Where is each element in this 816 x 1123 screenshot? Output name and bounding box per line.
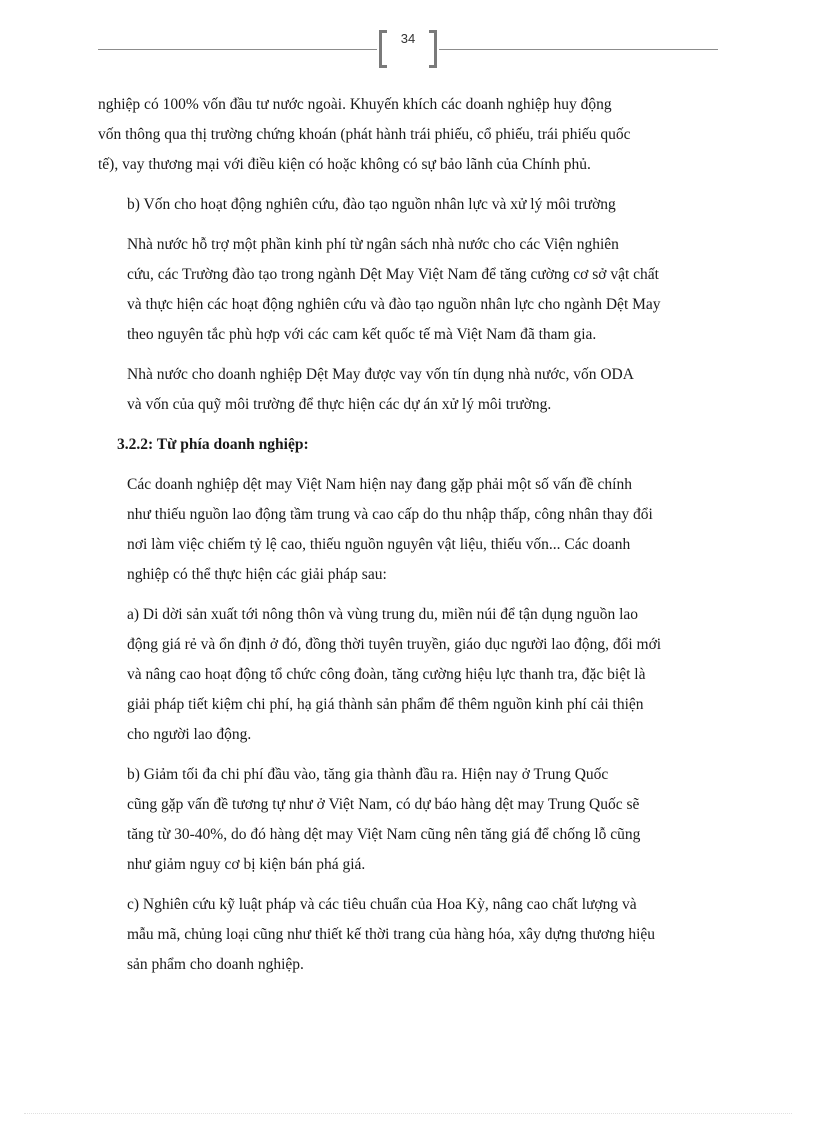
text-line: nghiệp có 100% vốn đầu tư nước ngoài. Khuyến khích các doanh nghiệp huy động <box>98 96 612 113</box>
paragraph-continuation <box>98 90 720 180</box>
text-line: mẫu mã, chủng loại cũng như thiết kế thời trang của hàng hóa, xây dựng thương hiệu <box>127 926 655 943</box>
text-line: nơi làm việc chiếm tỷ lệ cao, thiếu nguồn nguyên vật liệu, thiếu vốn... Các doanh <box>127 536 631 553</box>
text-line: và vốn của quỹ môi trường để thực hiện các dự án xử lý môi trường. <box>127 396 552 413</box>
paragraph-solution-c <box>98 890 720 980</box>
text-line: như giảm nguy cơ bị kiện bán phá giá. <box>127 856 366 873</box>
text-line: vốn thông qua thị trường chứng khoán (phát hành trái phiếu, cổ phiếu, trái phiếu quốc <box>98 126 631 143</box>
text-line: tế), vay thương mại với điều kiện có hoặc không có sự bảo lãnh của Chính phủ. <box>98 156 591 173</box>
document-body <box>98 90 720 990</box>
paragraph-solution-b <box>98 760 720 880</box>
left-bracket-icon <box>379 30 387 68</box>
page-bottom-rule <box>24 1113 792 1114</box>
text-line: Nhà nước hỗ trợ một phần kinh phí từ ngân sách nhà nước cho các Viện nghiên <box>127 236 619 253</box>
text-line: b) Vốn cho hoạt động nghiên cứu, đào tạo nguồn nhân lực và xử lý môi trường <box>127 196 616 213</box>
text-line: và thực hiện các hoạt động nghiên cứu và đào tạo nguồn nhân lực cho ngành Dệt May <box>127 296 661 313</box>
page-header <box>98 30 718 70</box>
section-heading: 3.2.2: Từ phía doanh nghiệp: <box>117 436 309 453</box>
header-rule-left <box>98 49 377 50</box>
text-line: a) Di dời sản xuất tới nông thôn và vùng trung du, miền núi để tận dụng nguồn lao <box>127 606 639 623</box>
text-line: và nâng cao hoạt động tổ chức công đoàn, tăng cường hiệu lực thanh tra, đặc biệt là <box>127 666 646 683</box>
text-line: c) Nghiên cứu kỹ luật pháp và các tiêu chuẩn của Hoa Kỳ, nâng cao chất lượng và <box>127 896 637 913</box>
text-line: Nhà nước cho doanh nghiệp Dệt May được vay vốn tín dụng nhà nước, vốn ODA <box>127 366 634 383</box>
text-line: theo nguyên tắc phù hợp với các cam kết quốc tế mà Việt Nam đã tham gia. <box>127 326 597 343</box>
paragraph-solution-a <box>98 600 720 750</box>
header-rule-right <box>439 49 718 50</box>
page-number: 34 <box>400 31 416 46</box>
text-line: giải pháp tiết kiệm chi phí, hạ giá thành sản phẩm để thêm nguồn kinh phí cải thiện <box>127 696 644 713</box>
text-line: nghiệp có thể thực hiện các giải pháp sau: <box>127 566 387 583</box>
paragraph-enterprise-issues <box>98 470 720 590</box>
text-line: sản phẩm cho doanh nghiệp. <box>127 956 304 973</box>
paragraph-state-loans <box>98 360 720 420</box>
text-line: cho người lao động. <box>127 726 252 743</box>
paragraph-state-support <box>98 230 720 350</box>
text-line: cũng gặp vấn đề tương tự như ở Việt Nam, có dự báo hàng dệt may Trung Quốc sẽ <box>127 796 640 813</box>
paragraph-subheading-b <box>98 190 720 220</box>
right-bracket-icon <box>429 30 437 68</box>
text-line: Các doanh nghiệp dệt may Việt Nam hiện nay đang gặp phải một số vấn đề chính <box>127 476 632 493</box>
text-line: b) Giảm tối đa chi phí đầu vào, tăng gia thành đầu ra. Hiện nay ở Trung Quốc <box>127 766 609 783</box>
text-line: động giá rẻ và ổn định ở đó, đồng thời tuyên truyền, giáo dục người lao động, đổi mới <box>127 636 662 653</box>
text-line: như thiếu nguồn lao động tầm trung và cao cấp do thu nhập thấp, công nhân thay đổi <box>127 506 653 523</box>
text-line: tăng từ 30-40%, do đó hàng dệt may Việt Nam cũng nên tăng giá để chống lỗ cũng <box>127 826 641 843</box>
text-line: cứu, các Trường đào tạo trong ngành Dệt May Việt Nam để tăng cường cơ sở vật chất <box>127 266 659 283</box>
